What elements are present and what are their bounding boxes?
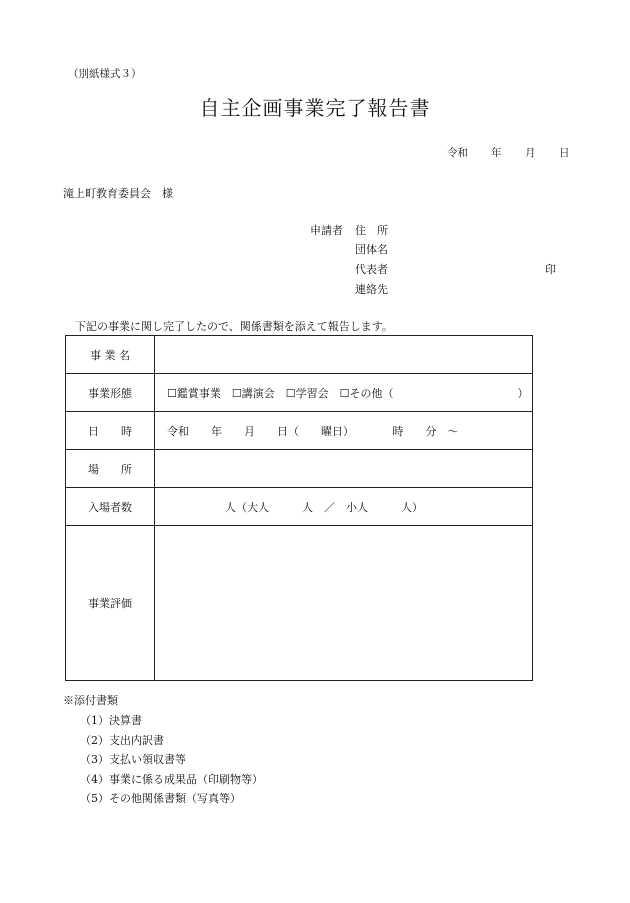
- date-month: 月: [525, 147, 536, 159]
- date-day: 日: [559, 147, 570, 159]
- list-item: （1）決算書: [80, 714, 142, 727]
- recipient: 滝上町教育委員会 様: [63, 187, 173, 200]
- seal-mark: 印: [545, 263, 556, 276]
- applicant-role: 申請者: [310, 224, 343, 237]
- list-item: （3）支払い領収書等: [80, 753, 186, 766]
- list-item: （5）その他関係書類（写真等）: [80, 792, 241, 805]
- group-name-label: 団体名: [355, 243, 388, 256]
- row-label-attendance: 入場者数: [66, 488, 155, 526]
- attendance-field[interactable]: 人（大人 人 ／ 小人 人）: [155, 488, 533, 526]
- event-type-field[interactable]: [155, 374, 533, 412]
- row-label-venue: 場 所: [66, 450, 155, 488]
- venue-field[interactable]: [155, 450, 533, 488]
- datetime-field[interactable]: 令和 年 月 日（ 曜日） 時 分 ～: [155, 412, 533, 450]
- table-row: [66, 374, 533, 412]
- attachments-title: ※添付書類: [63, 694, 118, 707]
- table-row: [66, 526, 533, 681]
- table-row: [66, 488, 533, 526]
- table-row: [66, 336, 533, 374]
- row-label-evaluation: 事業評価: [66, 526, 155, 681]
- list-item: （2）支出内訳書: [80, 733, 164, 747]
- table-row: [66, 412, 533, 450]
- form-number-label: （別紙様式３）: [68, 68, 142, 80]
- contact-label: 連絡先: [355, 283, 388, 296]
- event-name-field[interactable]: [155, 336, 533, 374]
- event-type-close-paren: ）: [517, 386, 529, 400]
- report-table: [65, 335, 533, 681]
- date-year: 年: [491, 147, 502, 159]
- event-type-options[interactable]: ☐鑑賞事業 ☐講演会 ☐学習会 ☐その他（: [167, 386, 394, 400]
- document-title: 自主企画事業完了報告書: [199, 96, 431, 120]
- evaluation-field[interactable]: [155, 526, 533, 681]
- row-label-event-type: 事業形態: [66, 374, 155, 412]
- intro-text: 下記の事業に関し完了したので、関係書類を添えて報告します。: [75, 320, 393, 333]
- report-date: [447, 145, 570, 160]
- row-label-datetime: 日 時: [66, 412, 155, 450]
- row-label-event-name: 事 業 名: [66, 336, 155, 374]
- representative-label: 代表者: [355, 263, 388, 276]
- address-label: 住 所: [355, 224, 388, 237]
- list-item: （4）事業に係る成果品（印刷物等）: [80, 772, 263, 786]
- table-row: [66, 450, 533, 488]
- attachments-list: [80, 711, 263, 809]
- date-era: 令和: [447, 147, 468, 159]
